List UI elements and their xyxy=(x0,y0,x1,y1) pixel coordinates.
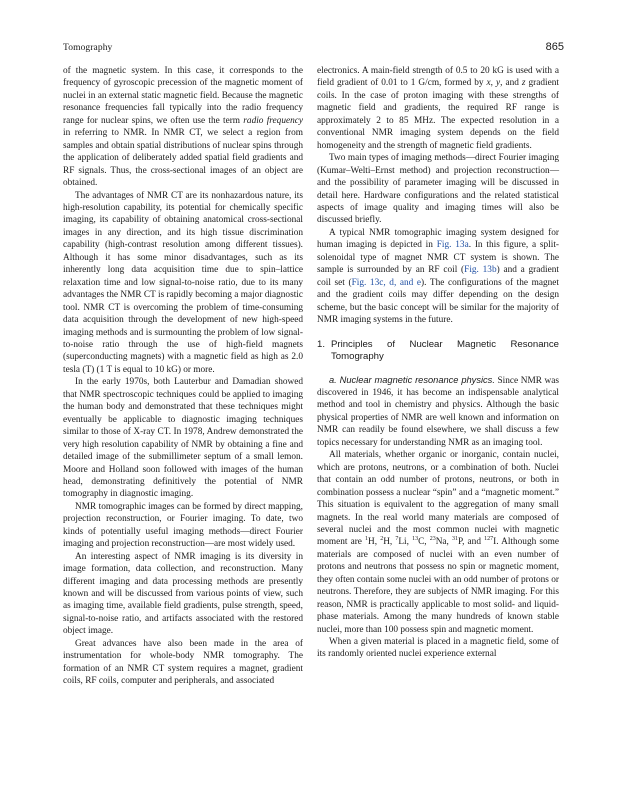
paragraph: Two main types of imaging methods—direct Fourier imaging (Kumar–Welti–Ernst method) and projection reconstruction—and the possibility of parameter imaging will be discussed in detail here. Hardware configurations and the related statistical aspects of image quality and imaging times will also be discussed briefly. xyxy=(317,153,559,226)
left-column xyxy=(63,65,303,688)
section-title: Principles of Nuclear Magnetic Resonance Tomography xyxy=(331,338,559,363)
running-title: Tomography xyxy=(63,43,113,53)
section-number: 1. xyxy=(317,338,326,350)
paragraph: A typical NMR tomographic imaging system designed for human imaging is depicted in Fig. 13a. In this figure, a split-solenoidal type of magnet NMR CT system is shown. The sample is surrounded by an RF coil (Fig. 13b) and a gradient coil set (Fig. 13c, d, and e). The configurations of the magnet and the gradient coils may differ depending on the design scheme, but the basic concept will be similar for the majority of NMR imaging systems in the future. xyxy=(317,227,559,326)
figure-link-13cde[interactable]: Fig. 13c, d, and e xyxy=(351,277,422,288)
right-column xyxy=(317,65,559,661)
figure-link-13a[interactable]: Fig. 13a xyxy=(436,240,469,251)
subsection-heading: a. Nuclear magnetic resonance physics. xyxy=(329,374,495,385)
italic-term: radio frequency xyxy=(243,115,304,126)
paragraph: All materials, whether organic or inorganic, contain nuclei, which are protons, neutrons, or a combination of both. Nuclei that contain an odd number of protons, neutrons, or both in combination possess a nuclear “spin” and a “magnetic moment.” This situation is equivalent to the aggregation of many small magnets. In the real world many materials are composed of several nuclei and the most common nuclei with magnetic moment are $^1$H, $^2$H, $^7$Li, $^{13}$C, $^{23}$Na, $^{31}$P, and $^{127}$I. Although some materials are composed of nuclei with an even number of protons and neutrons that possess no spin or magnetic moment, they often contain some nuclei with an odd number of protons or neutrons. Therefore, they are subjects of NMR imaging. For this reason, NMR is practically applicable to most solid- and liquid-phase materials. Among the many hundreds of known stable nuclei, more than 100 possess spin and magnetic moment. xyxy=(317,450,559,635)
paragraph: Great advances have also been made in the area of instrumentation for whole-body NMR tomography. The formation of an NMR CT system requires a magnet, gradient coils, RF coils, computer and peripherals, and associated xyxy=(63,638,303,687)
section-heading xyxy=(317,339,559,364)
paragraph: In the early 1970s, both Lauterbur and Damadian showed that NMR spectroscopic techniques could be applied to imaging the human body and demonstrated that these techniques might eventually be applicable to diagnostic imaging techniques similar to those of X-ray CT. In 1978, Andrew demonstrated the very high resolution capability of NMR by obtaining a fine and detailed image of the submillimeter septum of a small lemon. Moore and Holland soon followed with images of the human head, demonstrating definitively the potential of NMR tomography in diagnostic imaging. xyxy=(63,377,303,500)
paragraph: of the magnetic system. In this case, it corresponds to the frequency of gyroscopic precession of the magnetic moment of nuclei in an external static magnetic field. Because the magnetic resonance frequencies fall typically into the radio frequency range for nuclear spins, we often use the term radio frequency in referring to NMR. In NMR CT, we select a region from samples and obtain spatial distributions of nuclear spins through the application of deliberately added spatial field gradients and RF signals. Thus, the cross-sectional images of an object are obtained. xyxy=(63,66,304,189)
paragraph: NMR tomographic images can be formed by direct mapping, projection reconstruction, or Fourier imaging. To date, two kinds of potentially useful imaging methods—direct Fourier imaging and projection reconstruction—are most widely used. xyxy=(63,501,303,550)
paragraph: When a given material is placed in a magnetic field, some of its randomly oriented nuclei experience external xyxy=(317,637,559,660)
paragraph: electronics. A main-field strength of 0.5 to 20 kG is used with a field gradient of 0.01 to 1 G/cm, formed by x, y, and z gradient coils. In the case of proton imaging with these strengths of magnetic field and gradients, the required RF range is approximately 2 to 85 MHz. The expected resolution in a conventional NMR imaging system depends on the field homogeneity and the strength of magnetic field gradients. xyxy=(317,66,559,151)
paragraph: An interesting aspect of NMR imaging is its diversity in image formation, data collection, and reconstruction. Many different imaging and data processing methods are presently known and will be discussed from various points of view, such as imaging time, available field gradients, pulse strength, speed, signal-to-noise ratio, and artifacts associated with the restored object image. xyxy=(63,551,303,637)
paragraph: The advantages of NMR CT are its nonhazardous nature, its high-resolution capability, its potential for chemically specific imaging, its capability of obtaining anatomical cross-sectional images in any direction, and its high tissue discrimination capability (high-contrast resolution among different tissues). Although it has some minor disadvantages, such as its inherently long data acquisition time due to spin–lattice relaxation time and low signal-to-noise ratio, due to its many advantages the NMR CT is rapidly becoming a major diagnostic tool. NMR CT is overcoming the problem of time-consuming data acquisition through the development of new high-speed imaging methods and is surmounting the problem of low signal-to-noise ratio through the use of high-field magnets (superconducting magnets) with a magnetic field as high as 2.0 tesla (T) (1 T is equal to 10 kG) or more. xyxy=(63,190,303,375)
figure-link-13b[interactable]: Fig. 13b xyxy=(464,265,497,276)
paragraph: a. Nuclear magnetic resonance physics. Since NMR was discovered in 1946, it has become an indispensable analytical method and tool in chemistry and physics. Although the basic physical properties of NMR are well known and information on NMR can readily be found elsewhere, we shall discuss a few topics necessary for understanding NMR as an imaging tool. xyxy=(317,374,559,448)
page-number: 865 xyxy=(545,41,564,53)
